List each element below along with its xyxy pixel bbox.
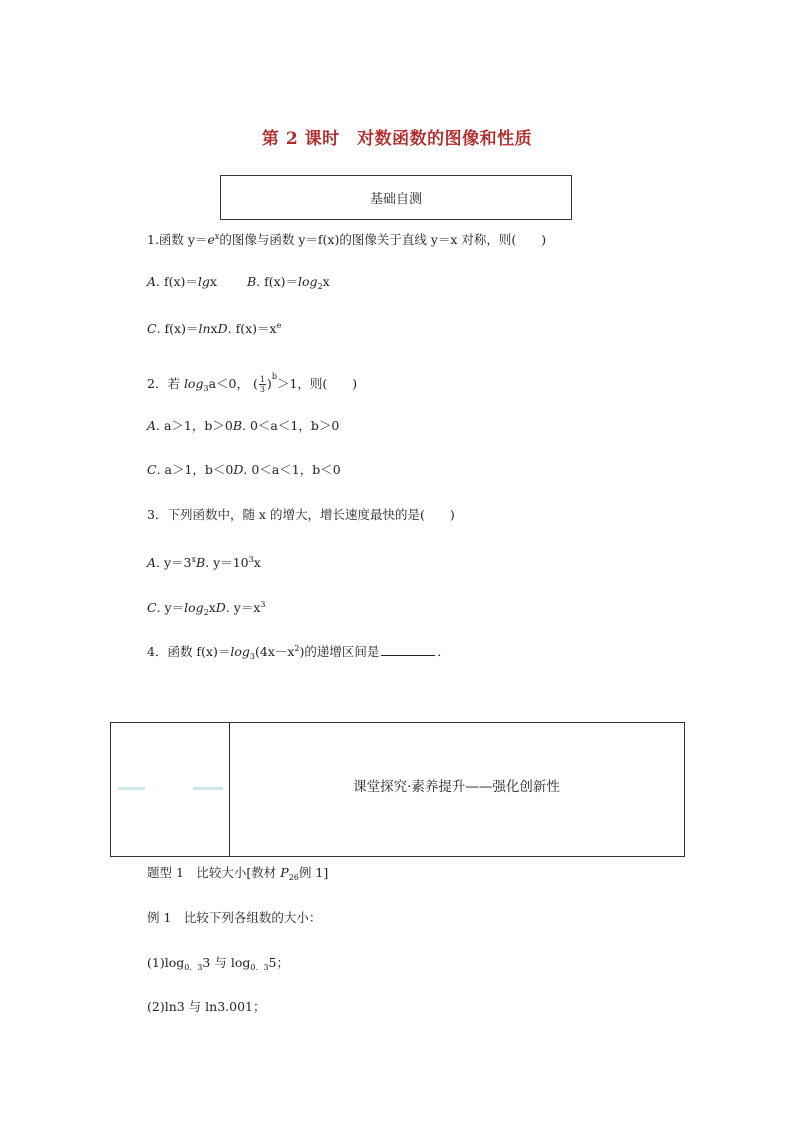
fraction-one-third: $\frac{1}{3}$	[259, 375, 265, 394]
section-box-classroom-inquiry	[110, 722, 685, 857]
page-title: 第 2 课时 对数函数的图像和性质	[261, 129, 533, 149]
question-2-options-ab: A. a＞1，b＞0B. 0＜a＜1，b＞0	[147, 418, 340, 433]
question-3-options-ab: A. $y=3^xB$. $y=10^3x$	[147, 555, 261, 570]
question-3-options-cd: C. $y=\log_2xD$. $y=x^3$	[147, 600, 266, 617]
decorative-bar	[193, 787, 223, 790]
question-2-options-cd: C. a＞1，b＜0D. 0＜a＜1，b＜0	[147, 462, 341, 477]
question-3-stem: 3．下列函数中，随 x 的增大，增长速度最快的是( )	[147, 507, 455, 522]
question-1-options-cd: C. f(x)＝lnxD. $f(x)=x^e$	[147, 321, 282, 336]
question-1-options-ab: A. f(x)＝lgx B. $f(x)=\log_2x$	[147, 274, 330, 291]
answer-blank	[381, 644, 435, 656]
question-2-stem: 2．若 $\log_3a<0$， ( $\frac{1}{3}$ )$^b$＞1，则( )	[147, 372, 358, 394]
question-4-stem: 4．函数 $f(x)=\log_3(4x-x^2)$的递增区间是 ．	[147, 644, 450, 661]
question-1-stem: 1.函数 $y=e^x$的图像与函数 y＝f(x)的图像关于直线 y＝x 对称，则( )	[147, 232, 547, 247]
section-heading: 课堂探究·素养提升——强化创新性	[353, 779, 560, 795]
example-item-2: (2)ln3 与 ln3.001；	[147, 999, 266, 1014]
example-item-1: $(1)\log_{0.3}3$ 与 $\log_{0.3}5$；	[147, 955, 289, 972]
section-box-basic-test	[220, 175, 572, 220]
decorative-bar	[118, 787, 145, 790]
type-1-heading: 题型 1 比较大小[教材 $P_{26}$例 1]	[147, 865, 329, 882]
example-1-heading: 例 1 比较下列各组数的大小：	[147, 910, 322, 925]
section-heading: 基础自测	[369, 192, 422, 207]
